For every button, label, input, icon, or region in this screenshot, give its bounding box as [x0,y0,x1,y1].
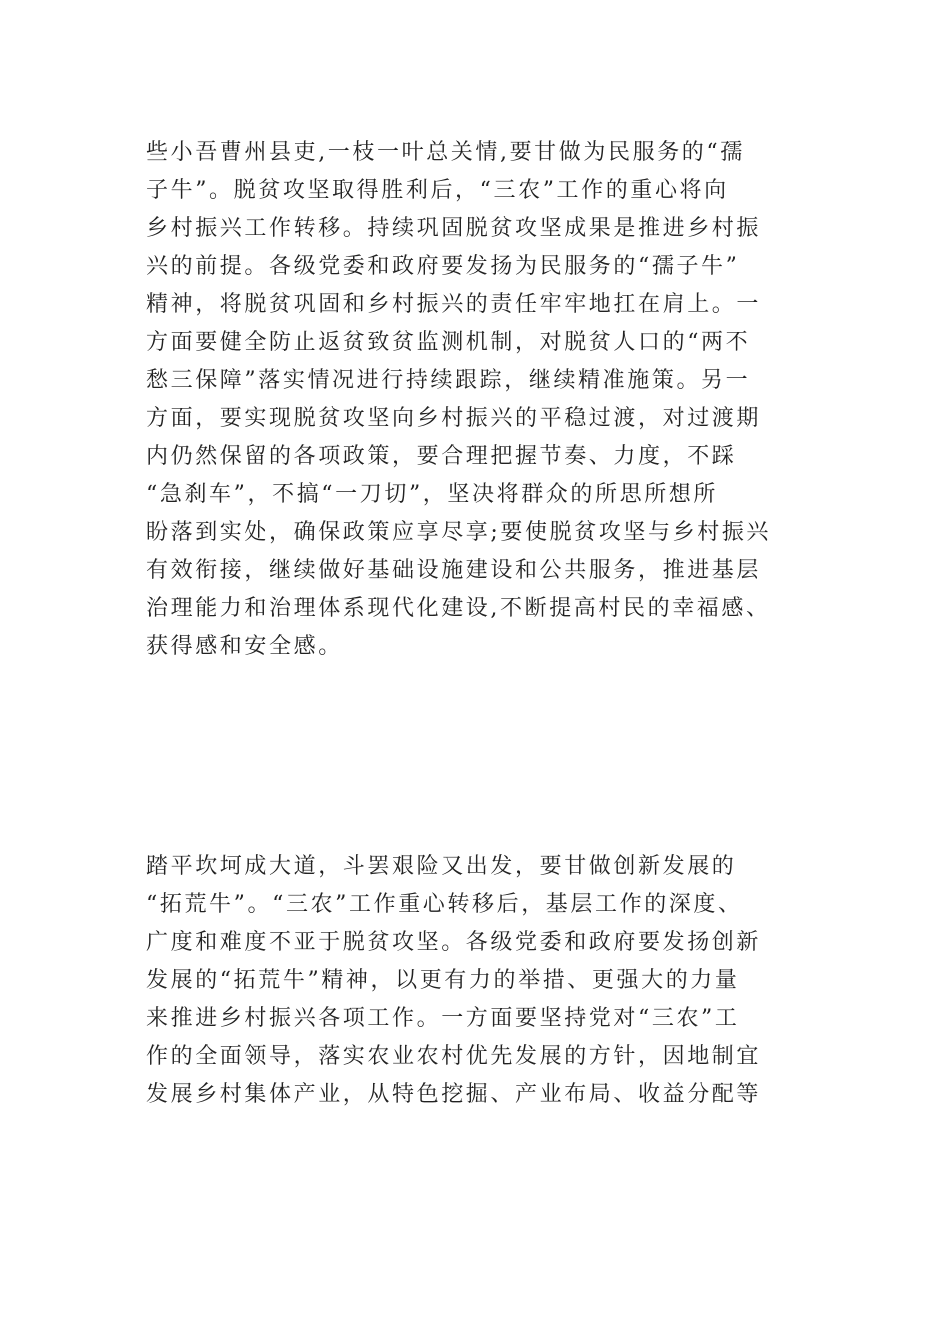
paragraph-line: 发展乡村集体产业，从特色挖掘、产业布局、收益分配等 [146,1082,762,1107]
paragraph-line: 广度和难度不亚于脱贫攻坚。各级党委和政府要发扬创新 [146,930,762,955]
paragraph-line: “拓荒牛”。“三农”工作重心转移后，基层工作的深度、 [146,892,743,917]
paragraph-line: 愁三保障”落实情况进行持续跟踪，继续精准施策。另一 [146,368,751,393]
paragraph-2 [146,848,806,1114]
paragraph-line: 内仍然保留的各项政策，要合理把握节奏、力度，不踩 [146,444,737,469]
paragraph-line: 盼落到实处，确保政策应享尽享;要使脱贫攻坚与乡村振兴 [146,520,772,545]
paragraph-line: 来推进乡村振兴各项工作。一方面要坚持党对“三农”工 [146,1006,740,1031]
paragraph-line: “急刹车”，不搞“一刀切”，坚决将群众的所思所想所 [146,482,718,507]
paragraph-line: 方面要健全防止返贫致贫监测机制，对脱贫人口的“两不 [146,330,751,355]
paragraph-line: 乡村振兴工作转移。持续巩固脱贫攻坚成果是推进乡村振 [146,216,762,241]
paragraph-line: 方面，要实现脱贫攻坚向乡村振兴的平稳过渡，对过渡期 [146,406,762,431]
paragraph-line: 踏平坎坷成大道，斗罢艰险又出发，要甘做创新发展的 [146,854,737,879]
paragraph-line: 发展的“拓荒牛”精神，以更有力的举措、更强大的力量 [146,968,740,993]
paragraph-line: 兴的前提。各级党委和政府要发扬为民服务的“孺子牛” [146,254,740,279]
paragraph-line: 精神，将脱贫巩固和乡村振兴的责任牢牢地扛在肩上。一 [146,292,762,317]
paragraph-1 [146,134,806,666]
paragraph-line: 获得感和安全感。 [146,634,343,659]
paragraph-line: 治理能力和治理体系现代化建设,不断提高村民的幸福感、 [146,596,771,621]
paragraph-line: 些小吾曹州县吏,一枝一叶总关情,要甘做为民服务的“孺 [146,140,745,165]
paragraph-line: 子牛”。脱贫攻坚取得胜利后，“三农”工作的重心将向 [146,178,729,203]
paragraph-line: 作的全面领导，落实农业农村优先发展的方针，因地制宜 [146,1044,762,1069]
paragraph-line: 有效衔接，继续做好基础设施建设和公共服务，推进基层 [146,558,762,583]
